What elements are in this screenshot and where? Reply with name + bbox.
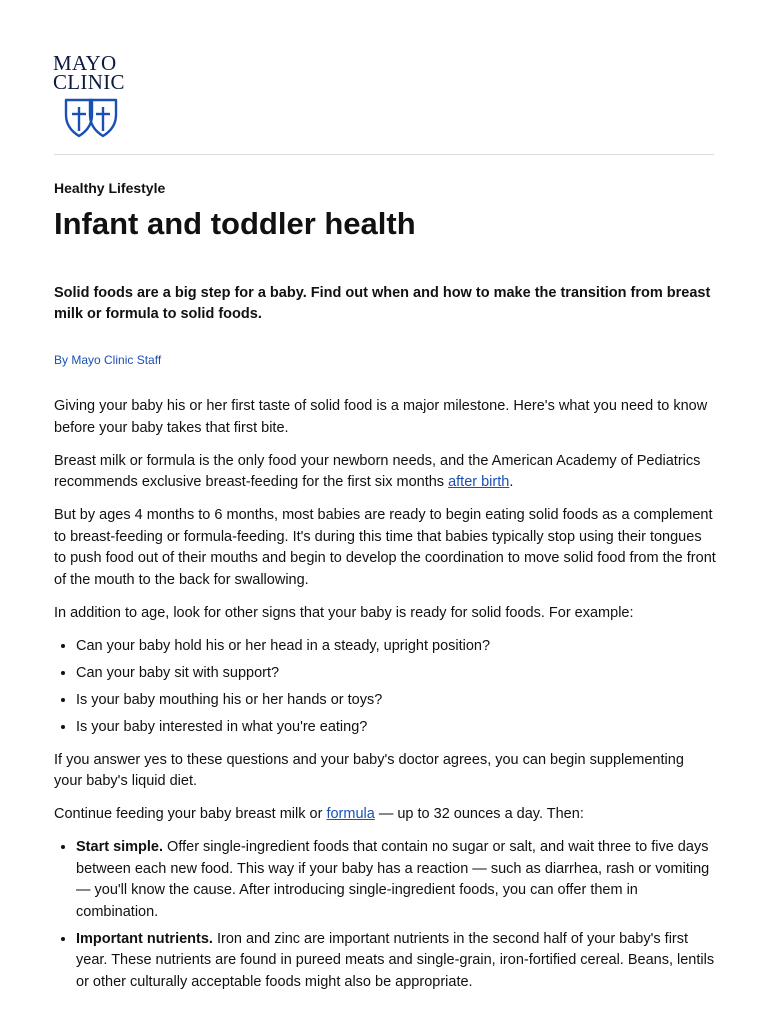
tip-label: Start simple. [76,839,164,855]
logo-wordmark [53,51,129,94]
article [54,178,716,1005]
logo-line-1: MAYO [53,51,117,75]
feeding-tips-list [54,837,716,993]
tip-text: Offer single-ingredient foods that contain no sugar or salt, and wait three to five days between each new food. This way if your baby has a reaction — such as diarrhea, rash or vomiting — you'll know the cause. After introducing single-ingredient foods, you can offer them in combination. [76,839,710,920]
paragraph-6-text: Continue feeding your baby breast milk or [54,806,327,822]
list-item: • Can your baby hold his or her head in a steady, upright position? [76,636,716,658]
mayo-clinic-logo[interactable] [53,51,129,139]
page-title: Infant and toddler health [54,206,416,241]
paragraph-1: Giving your baby his or her first taste of solid food is a major milestone. Here's what you need to know before your baby takes that first bite. [54,398,708,436]
paragraph-2-end: . [509,474,514,490]
paragraph-2 [54,451,716,494]
list-item: • Can your baby sit with support? [76,663,716,685]
paragraph-6-end: — up to 32 ounces a day. Then: [374,806,584,822]
article-intro: Solid foods are a big step for a baby. Find out when and how to make the transition from breast milk or formula to solid foods. [54,285,711,322]
list-item [76,929,716,994]
list-item: • Is your baby interested in what you're eating? [76,717,716,739]
mayo-shields-icon [63,95,119,139]
paragraph-4: In addition to age, look for other signs that your baby is ready for solid foods. For example: [54,604,634,621]
article-body [54,396,716,993]
paragraph-6 [54,804,716,826]
paragraph-2-text: Breast milk or formula is the only food your newborn needs, and the American Academy of Pediatrics recommends exclusive breast-feeding for the first six months [54,452,701,490]
formula-link[interactable]: formula [326,806,375,822]
category-label: Healthy Lifestyle [54,180,166,196]
header-divider [54,154,714,155]
byline-link[interactable]: By Mayo Clinic Staff [54,353,162,367]
list-item [76,837,716,923]
logo-line-2: CLINIC [53,70,125,94]
paragraph-5: If you answer yes to these questions and your baby's doctor agrees, you can begin supplementing your baby's liquid diet. [54,751,684,789]
readiness-signs-list [54,636,716,739]
tip-text: Iron and zinc are important nutrients in the second half of your baby's first year. These nutrients are found in pureed meats and single-grain, iron-fortified cereal. Beans, lentils or other culturally acceptable foods might also be appropriate. [76,930,715,990]
list-item: • Is your baby mouthing his or her hands or toys? [76,690,716,712]
after-birth-link[interactable]: after birth [448,474,510,490]
tip-label: Important nutrients. [76,930,213,947]
paragraph-3: But by ages 4 months to 6 months, most babies are ready to begin eating solid foods as a complement to breast-feeding or formula-feeding. It's during this time that babies typically stop using their tongues to push food out of their mouths and begin to develop the coordination to move solid food from the front of the mouth to the back for swallowing. [54,507,716,588]
